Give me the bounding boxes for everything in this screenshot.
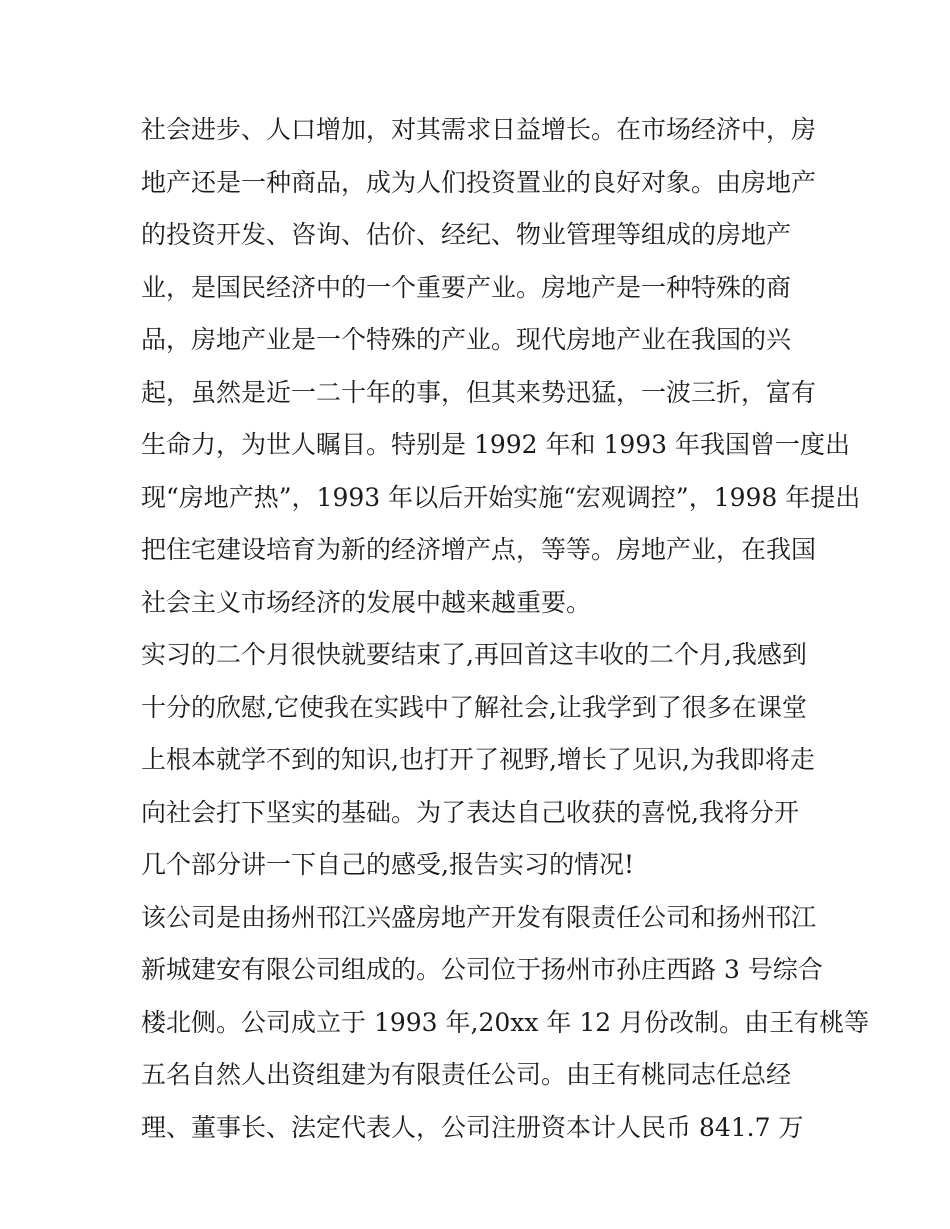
text-line-5: 品，房地产业是一个特殊的产业。现代房地产业在我国的兴 <box>141 325 792 354</box>
text-line-12: 十分的欣慰,它使我在实践中了解社会,让我学到了很多在课堂 <box>141 692 807 722</box>
text-line-15: 几个部分讲一下自己的感受,报告实习的情况! <box>141 850 634 879</box>
text-line-7: 生命力，为世人瞩目。特别是 1992 年和 1993 年我国曾一度出 <box>141 430 851 459</box>
text-line-16: 该公司是由扬州邗江兴盛房地产开发有限责任公司和扬州邗江 <box>141 902 817 932</box>
text-line-1: 社会进步、人口增加，对其需求日益增长。在市场经济中，房 <box>141 115 817 144</box>
text-line-4: 业，是国民经济中的一个重要产业。房地产是一种特殊的商 <box>141 272 792 302</box>
text-line-9: 把住宅建设培育为新的经济增产点，等等。房地产业，在我国 <box>141 535 817 564</box>
body-text <box>141 104 870 1154</box>
text-line-11: 实习的二个月很快就要结束了,再回首这丰收的二个月,我感到 <box>141 640 807 669</box>
text-line-10: 社会主义市场经济的发展中越来越重要。 <box>141 587 592 617</box>
text-line-3: 的投资开发、咨询、估价、经纪、物业管理等组成的房地产 <box>141 220 792 249</box>
text-line-13: 上根本就学不到的知识,也打开了视野,增长了见识,为我即将走 <box>141 745 815 774</box>
text-line-14: 向社会打下坚实的基础。为了表达自己收获的喜悦,我将分开 <box>141 797 799 827</box>
text-line-8: 现“房地产热”，1993 年以后开始实施“宏观调控”，1998 年提出 <box>141 482 861 512</box>
text-line-6: 起，虽然是近一二十年的事，但其来势迅猛，一波三折，富有 <box>141 377 817 407</box>
text-line-18: 楼北侧。公司成立于 1993 年,20xx 年 12 月份改制。由王有桃等 <box>141 1007 870 1037</box>
text-line-20: 理、董事长、法定代表人，公司注册资本计人民币 841.7 万 <box>141 1112 804 1142</box>
text-line-17: 新城建安有限公司组成的。公司位于扬州市孙庄西路 3 号综合 <box>141 955 823 984</box>
text-line-2: 地产还是一种商品，成为人们投资置业的良好对象。由房地产 <box>141 167 817 197</box>
text-line-19: 五名自然人出资组建为有限责任公司。由王有桃同志任总经 <box>141 1060 792 1089</box>
